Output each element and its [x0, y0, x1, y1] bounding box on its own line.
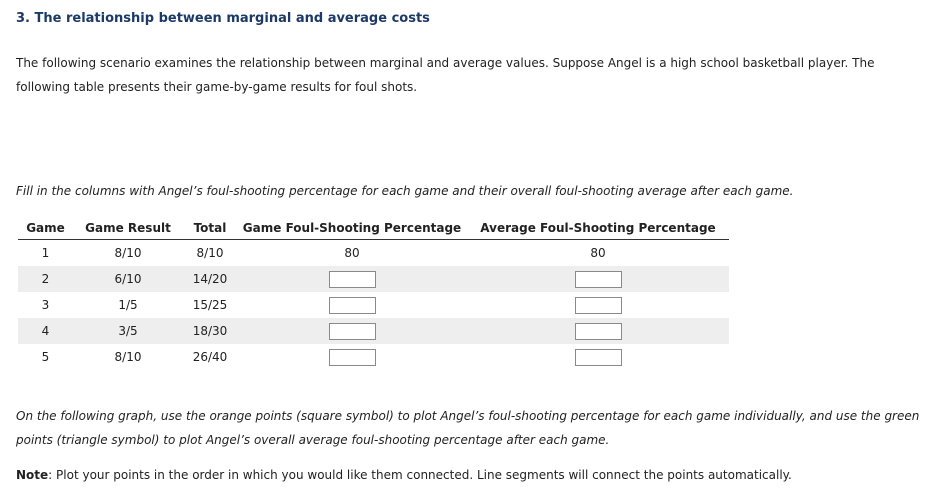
game-number: 4: [18, 318, 73, 344]
game-number: 3: [41, 298, 50, 312]
average-percentage-value: 80: [590, 246, 606, 260]
game-number: 2: [18, 266, 73, 292]
table-row: [18, 266, 729, 292]
average-percentage-input[interactable]: [575, 323, 622, 340]
average-percentage-cell: [467, 266, 729, 292]
game-percentage-cell: [237, 344, 467, 370]
running-total: 14/20: [183, 266, 237, 292]
game-percentage-cell: [237, 318, 467, 344]
question-title: 3. The relationship between marginal and average costs: [16, 11, 430, 26]
game-result: 8/10: [114, 350, 142, 364]
game-number: 5: [41, 350, 50, 364]
average-percentage-cell: [467, 292, 729, 318]
game-percentage-cell: [237, 292, 467, 318]
game-percentage-input[interactable]: [329, 271, 376, 288]
game-result: 6/10: [73, 266, 183, 292]
average-percentage-cell: [467, 344, 729, 370]
header-game-result: Game Result: [73, 216, 183, 240]
header-game: Game: [18, 216, 73, 240]
scenario-text: The following scenario examines the relationship between marginal and average values. Suppose Angel is a high school basketball player. The following table presents their game-by-game results for foul shots.: [16, 56, 875, 94]
header-total: Total: [183, 216, 237, 240]
header-average-percentage: Average Foul-Shooting Percentage: [467, 216, 729, 240]
game-number: 1: [41, 246, 50, 260]
table-header-row: [18, 216, 729, 240]
note-label: Note: [16, 468, 49, 482]
note-text: [16, 468, 792, 482]
table-row: [18, 344, 729, 370]
game-result: 1/5: [118, 298, 138, 312]
table-row: [18, 292, 729, 318]
average-percentage-input[interactable]: [575, 349, 622, 366]
game-percentage-input[interactable]: [329, 297, 376, 314]
foul-shot-table: [18, 216, 729, 370]
graph-instruction: On the following graph, use the orange points (square symbol) to plot Angel’s foul-shooting percentage for each game individually, and use the green points (triangle symbol) to plot Angel’s overall average foul-shooting percentage after each game.: [16, 409, 920, 447]
game-percentage-cell: [237, 266, 467, 292]
game-result: 8/10: [114, 246, 142, 260]
running-total: 8/10: [196, 246, 224, 260]
table-row: [18, 240, 729, 267]
game-result: 3/5: [73, 318, 183, 344]
running-total: 26/40: [192, 350, 228, 364]
table-row: [18, 318, 729, 344]
note-body: : Plot your points in the order in which you would like them connected. Line segments will connect the points automatically.: [48, 468, 792, 482]
table-instruction: Fill in the columns with Angel’s foul-shooting percentage for each game and their overall foul-shooting average after each game.: [16, 184, 794, 198]
game-percentage-input[interactable]: [329, 349, 376, 366]
header-game-percentage: Game Foul-Shooting Percentage: [237, 216, 467, 240]
average-percentage-input[interactable]: [575, 297, 622, 314]
running-total: 15/25: [192, 298, 228, 312]
game-percentage-value: 80: [344, 246, 360, 260]
average-percentage-cell: [467, 318, 729, 344]
average-percentage-input[interactable]: [575, 271, 622, 288]
running-total: 18/30: [183, 318, 237, 344]
game-percentage-input[interactable]: [329, 323, 376, 340]
